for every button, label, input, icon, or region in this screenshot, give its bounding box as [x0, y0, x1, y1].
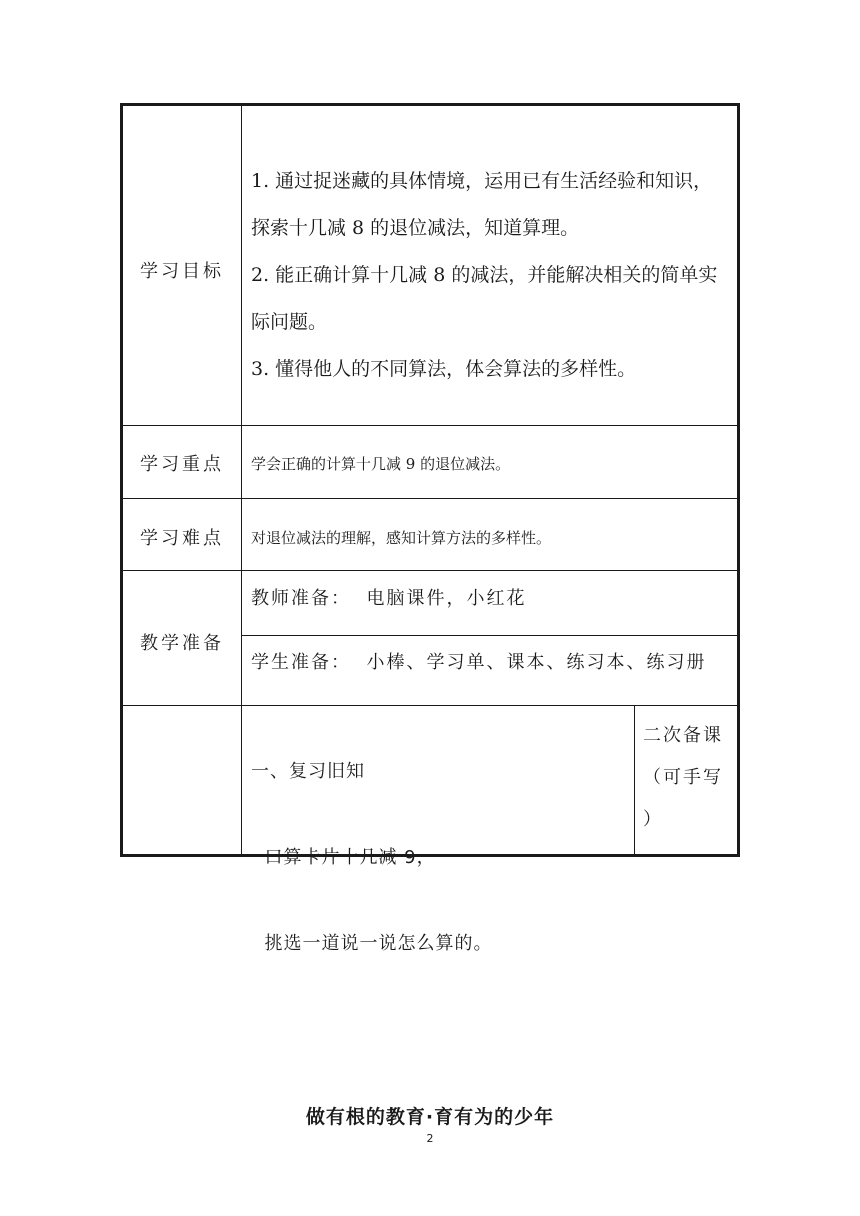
row-divider: [241, 635, 737, 636]
review-line: 挑选一道说一说怎么算的。: [251, 933, 493, 954]
second-prep-note: [643, 715, 735, 841]
teacher-preparation: 教师准备： 电脑课件，小红花: [251, 588, 527, 609]
second-prep-line: （可手写: [643, 767, 723, 788]
review-content: [251, 708, 631, 1008]
difficulties-label: 学习难点: [140, 528, 224, 549]
difficulties-text: 对退位减法的理解，感知计算方法的多样性。: [251, 529, 552, 547]
second-prep-line: ）: [643, 809, 663, 830]
objectives-content: [251, 158, 737, 393]
page-number: 2: [426, 1132, 434, 1145]
objective-line: 1. 通过捉迷藏的具体情境，运用已有生活经验和知识，: [251, 170, 713, 192]
student-preparation: 学生准备： 小棒、学习单、课本、练习本、练习册: [251, 652, 707, 673]
objective-line: 3. 懂得他人的不同算法，体会算法的多样性。: [251, 358, 637, 380]
review-line: 一、复习旧知: [251, 761, 365, 782]
row-divider: [123, 570, 737, 571]
preparation-label: 教学准备: [140, 633, 224, 654]
review-line: 口算卡片十几减 9，: [251, 847, 436, 868]
key-points-label: 学习重点: [140, 454, 224, 475]
second-prep-line: 二次备课: [643, 725, 723, 746]
key-points-text: 学会正确的计算十几减 9 的退位减法。: [251, 455, 511, 473]
objective-line: 际问题。: [251, 311, 328, 333]
objectives-label: 学习目标: [140, 261, 224, 282]
row-divider: [123, 705, 737, 706]
row-divider: [123, 425, 737, 426]
lesson-plan-table: [120, 103, 740, 954]
objective-line: 探索十几减 8 的退位减法，知道算理。: [251, 217, 580, 239]
row-divider: [123, 498, 737, 499]
column-divider: [241, 106, 242, 854]
note-column-divider: [634, 705, 635, 854]
footer-motto: 做有根的教育·育有为的少年: [305, 1106, 555, 1128]
objective-line: 2. 能正确计算十几减 8 的减法，并能解决相关的简单实: [251, 264, 718, 286]
